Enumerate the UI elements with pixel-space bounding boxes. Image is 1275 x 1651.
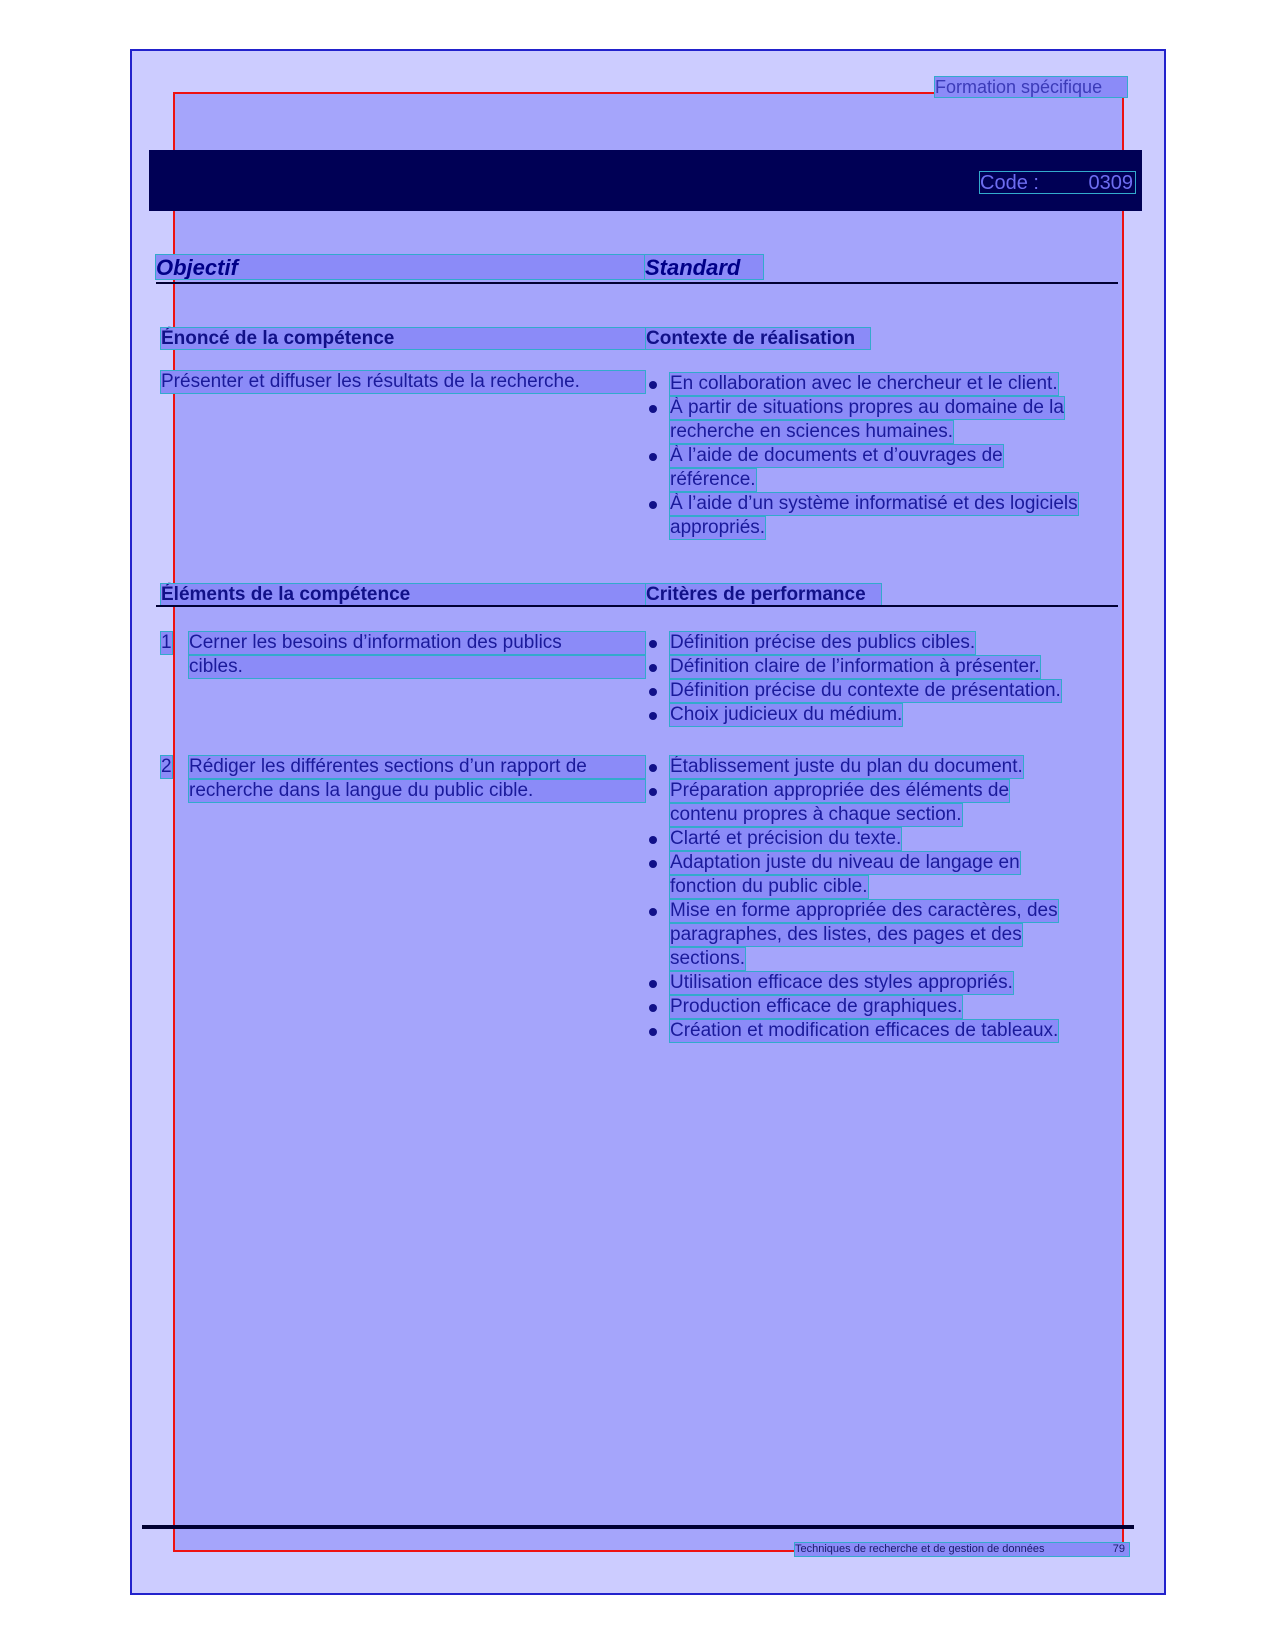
competence-statement: Présenter et diffuser les résultats de la recherche. xyxy=(161,371,645,393)
bullet-item-line: référence. xyxy=(670,469,756,490)
column-heading-objectif: Objectif xyxy=(156,255,645,279)
bullet-item-line: Production efficace de graphiques. xyxy=(670,996,963,1017)
bullet-item-line: Préparation appropriée des éléments de xyxy=(670,780,1010,801)
bullet-icon xyxy=(649,788,657,796)
bullet-item-line: Choix judicieux du médium. xyxy=(670,704,903,725)
bullet-item-line: sections. xyxy=(670,948,745,969)
bullet-item-line: fonction du public cible. xyxy=(670,876,868,897)
bullet-icon xyxy=(649,860,657,868)
bullet-item-line: Utilisation efficace des styles appropriés. xyxy=(670,972,1013,993)
bullet-item-line: Définition précise du contexte de présentation. xyxy=(670,680,1061,701)
element-line: Rédiger les différentes sections d’un rapport de xyxy=(189,756,645,778)
bullet-icon xyxy=(649,501,657,509)
section-tag: Formation spécifique xyxy=(935,77,1127,97)
bullet-item-line: À l’aide d’un système informatisé et des logiciels xyxy=(670,493,1078,514)
bullet-icon xyxy=(649,381,657,389)
bullet-item-line: Établissement juste du plan du document. xyxy=(670,756,1023,777)
section-rule xyxy=(156,605,1118,607)
element-line: recherche dans la langue du public cible. xyxy=(189,780,645,802)
element-number: 1 xyxy=(161,632,172,653)
bullet-item-line: Définition précise des publics cibles. xyxy=(670,632,976,653)
footer xyxy=(795,1543,1129,1556)
bullet-icon xyxy=(649,764,657,772)
bullet-icon xyxy=(649,712,657,720)
bullet-item-line: Adaptation juste du niveau de langage en xyxy=(670,852,1020,873)
context-heading: Contexte de réalisation xyxy=(646,328,870,349)
content-area xyxy=(173,92,1124,1552)
bullet-icon xyxy=(649,640,657,648)
bullet-item-line: Définition claire de l’information à présenter. xyxy=(670,656,1040,677)
code-value: 0309 xyxy=(1088,172,1133,194)
bullet-icon xyxy=(649,908,657,916)
bullet-item-line: À l’aide de documents et d’ouvrages de xyxy=(670,445,1003,466)
code-label xyxy=(980,172,1135,193)
page-number: 79 xyxy=(1112,1543,1125,1555)
bullet-icon xyxy=(649,405,657,413)
bullet-icon xyxy=(649,453,657,461)
bullet-item-line: En collaboration avec le chercheur et le client. xyxy=(670,373,1058,394)
bullet-icon xyxy=(649,1028,657,1036)
bullet-icon xyxy=(649,664,657,672)
code-label-text: Code : xyxy=(980,172,1039,194)
footer-rule xyxy=(142,1525,1134,1529)
bullet-icon xyxy=(649,836,657,844)
bullet-item-line: paragraphes, des listes, des pages et des xyxy=(670,924,1022,945)
bullet-item-line: Clarté et précision du texte. xyxy=(670,828,902,849)
heading-rule xyxy=(156,282,1118,284)
criteria-heading: Critères de performance xyxy=(646,584,881,605)
footer-title: Techniques de recherche et de gestion de données xyxy=(795,1543,1045,1555)
bullet-item-line: Création et modification efficaces de tableaux. xyxy=(670,1020,1059,1041)
bullet-icon xyxy=(649,688,657,696)
competence-heading: Énoncé de la compétence xyxy=(161,328,645,349)
bullet-item-line: À partir de situations propres au domaine de la xyxy=(670,397,1064,418)
bullet-item-line: appropriés. xyxy=(670,517,766,538)
element-line: cibles. xyxy=(189,656,645,678)
elements-heading: Éléments de la compétence xyxy=(161,584,645,605)
bullet-item-line: Mise en forme appropriée des caractères, des xyxy=(670,900,1058,921)
bullet-icon xyxy=(649,980,657,988)
bullet-item-line: contenu propres à chaque section. xyxy=(670,804,962,825)
element-line: Cerner les besoins d’information des publics xyxy=(189,632,645,654)
column-heading-standard: Standard xyxy=(645,255,763,279)
element-number: 2 xyxy=(161,756,172,777)
bullet-icon xyxy=(649,1004,657,1012)
bullet-item-line: recherche en sciences humaines. xyxy=(670,421,954,442)
